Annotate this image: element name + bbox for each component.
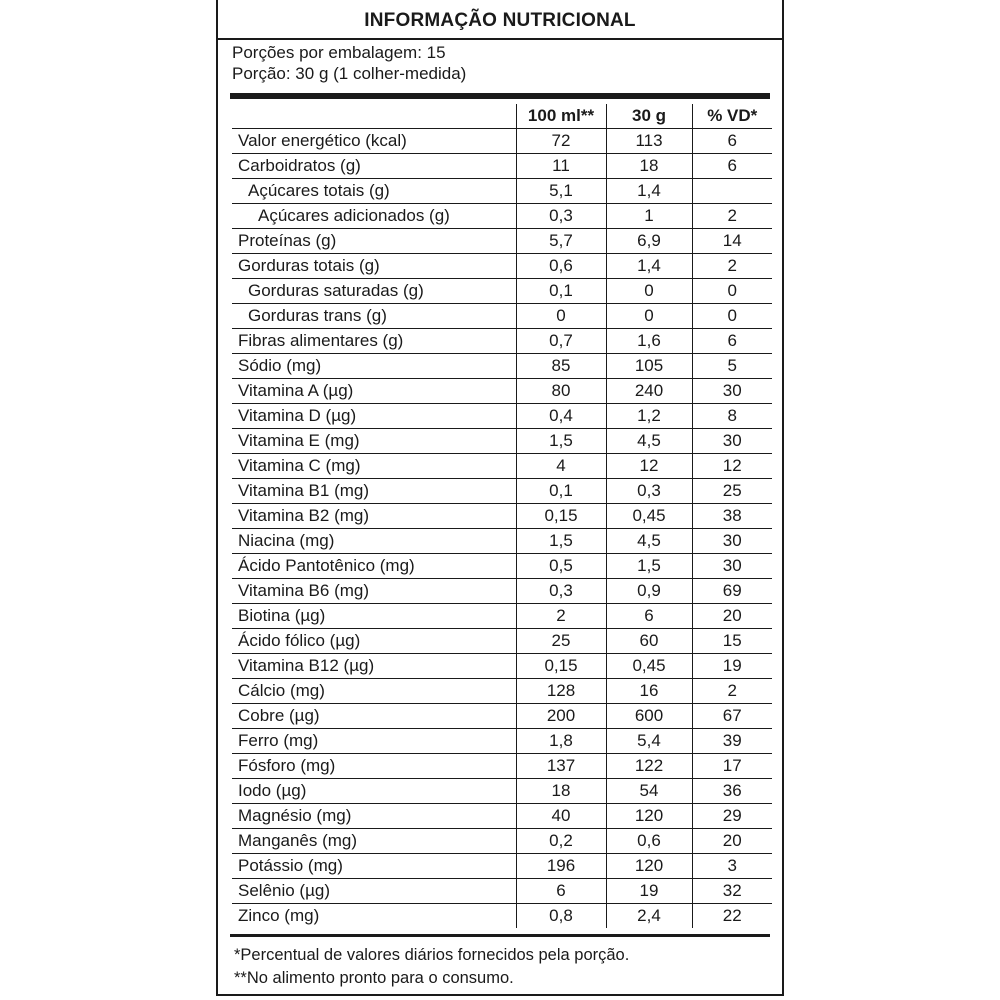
nutrient-name: Proteínas (g): [232, 229, 516, 254]
daily-value-percent: 39: [692, 729, 772, 754]
nutrient-name: Vitamina B1 (mg): [232, 479, 516, 504]
daily-value-percent: 17: [692, 754, 772, 779]
table-row: [232, 529, 772, 554]
value-per-30g: 0,45: [606, 654, 692, 679]
daily-value-percent: 8: [692, 404, 772, 429]
nutrition-table: [232, 104, 772, 928]
nutrient-name: Valor energético (kcal): [232, 129, 516, 154]
value-per-100ml: 72: [516, 129, 606, 154]
nutrient-name: Fibras alimentares (g): [232, 329, 516, 354]
value-per-30g: 1,4: [606, 179, 692, 204]
value-per-100ml: 1,8: [516, 729, 606, 754]
value-per-30g: 0,3: [606, 479, 692, 504]
value-per-100ml: 0,7: [516, 329, 606, 354]
table-row: [232, 554, 772, 579]
nutrient-name: Vitamina D (µg): [232, 404, 516, 429]
value-per-30g: 0,45: [606, 504, 692, 529]
table-row: [232, 254, 772, 279]
table-row: [232, 479, 772, 504]
nutrient-name: Ácido fólico (µg): [232, 629, 516, 654]
nutrient-name: Gorduras saturadas (g): [232, 279, 516, 304]
label-title: INFORMAÇÃO NUTRICIONAL: [364, 10, 636, 31]
value-per-100ml: 4: [516, 454, 606, 479]
value-per-30g: 122: [606, 754, 692, 779]
daily-value-percent: [692, 179, 772, 204]
value-per-100ml: 25: [516, 629, 606, 654]
table-row: [232, 779, 772, 804]
nutrient-name: Vitamina A (µg): [232, 379, 516, 404]
table-row: [232, 379, 772, 404]
value-per-30g: 1: [606, 204, 692, 229]
nutrient-name: Vitamina B6 (mg): [232, 579, 516, 604]
daily-value-percent: 2: [692, 254, 772, 279]
daily-value-percent: 6: [692, 154, 772, 179]
column-header-nutrient: [232, 104, 516, 129]
value-per-30g: 12: [606, 454, 692, 479]
value-per-100ml: 11: [516, 154, 606, 179]
daily-value-percent: 20: [692, 604, 772, 629]
daily-value-percent: 36: [692, 779, 772, 804]
nutrient-name: Fósforo (mg): [232, 754, 516, 779]
table-row: [232, 129, 772, 154]
table-row: [232, 829, 772, 854]
value-per-100ml: 85: [516, 354, 606, 379]
table-row: [232, 354, 772, 379]
table-row: [232, 329, 772, 354]
daily-value-percent: 38: [692, 504, 772, 529]
table-row: [232, 704, 772, 729]
daily-value-percent: 6: [692, 129, 772, 154]
value-per-100ml: 0,15: [516, 504, 606, 529]
nutrient-name: Zinco (mg): [238, 906, 320, 925]
value-per-100ml: 6: [516, 879, 606, 904]
table-header-row: [232, 104, 772, 129]
table-row: [232, 679, 772, 704]
value-per-100ml: 200: [516, 704, 606, 729]
table-row: [232, 804, 772, 829]
nutrient-name: Ferro (mg): [232, 729, 516, 754]
value-per-100ml: 0,3: [516, 204, 606, 229]
nutrient-name: Carboidratos (g): [232, 154, 516, 179]
table-row: [232, 904, 772, 929]
value-per-100ml: 80: [516, 379, 606, 404]
column-header-daily-value: % VD*: [692, 104, 772, 129]
value-per-30g: 0,6: [606, 829, 692, 854]
value-per-100ml: 137: [516, 754, 606, 779]
daily-value-percent: 19: [692, 654, 772, 679]
servings-per-package: Porções por embalagem: 15: [232, 43, 446, 62]
nutrient-name: Açúcares totais (g): [232, 179, 516, 204]
nutrient-name: Gorduras totais (g): [232, 254, 516, 279]
nutrition-facts-panel: [216, 0, 784, 996]
value-per-100ml: 0,1: [516, 479, 606, 504]
thick-divider: [230, 93, 770, 99]
value-per-100ml: 0,3: [516, 579, 606, 604]
table-row: [232, 154, 772, 179]
value-per-100ml: 0,5: [516, 554, 606, 579]
value-per-30g: 113: [606, 129, 692, 154]
footnote-daily-value: *Percentual de valores diários fornecidos pela porção.: [234, 946, 630, 964]
value-per-100ml: 0,2: [516, 829, 606, 854]
value-per-100ml: 5,1: [516, 179, 606, 204]
daily-value-percent: 14: [692, 229, 772, 254]
value-per-30g: 6: [606, 604, 692, 629]
value-per-30g: 1,5: [606, 554, 692, 579]
nutrient-name: Magnésio (mg): [232, 804, 516, 829]
column-header-per-100ml: 100 ml**: [516, 104, 606, 129]
table-row: [232, 854, 772, 879]
table-row: [232, 204, 772, 229]
value-per-30g: 54: [606, 779, 692, 804]
value-per-100ml: 2: [516, 604, 606, 629]
value-per-30g: 4,5: [606, 429, 692, 454]
table-row: [232, 179, 772, 204]
nutrient-name: Vitamina B12 (µg): [232, 654, 516, 679]
daily-value-percent: 32: [692, 879, 772, 904]
value-per-100ml: 5,7: [516, 229, 606, 254]
value-per-100ml: 0,8: [516, 904, 606, 929]
daily-value-percent: 30: [692, 529, 772, 554]
value-per-100ml: 0,15: [516, 654, 606, 679]
value-per-100ml: 0: [516, 304, 606, 329]
value-per-30g: 6,9: [606, 229, 692, 254]
serving-size: Porção: 30 g (1 colher-medida): [232, 64, 467, 83]
value-per-30g: 120: [606, 854, 692, 879]
nutrient-name: Potássio (mg): [232, 854, 516, 879]
nutrient-name: Niacina (mg): [232, 529, 516, 554]
nutrient-name: Selênio (µg): [232, 879, 516, 904]
value-per-100ml: 1,5: [516, 429, 606, 454]
table-row: [232, 729, 772, 754]
daily-value-percent: 3: [692, 854, 772, 879]
table-row: [232, 879, 772, 904]
nutrient-name: Biotina (µg): [232, 604, 516, 629]
value-per-30g: 18: [606, 154, 692, 179]
column-header-per-30g: 30 g: [606, 104, 692, 129]
value-per-100ml: 1,5: [516, 529, 606, 554]
value-per-100ml: 18: [516, 779, 606, 804]
daily-value-percent: 0: [692, 304, 772, 329]
value-per-30g: 1,6: [606, 329, 692, 354]
value-per-30g: 240: [606, 379, 692, 404]
nutrient-name: Vitamina B2 (mg): [232, 504, 516, 529]
bottom-divider: [230, 934, 770, 937]
nutrient-name: Açúcares adicionados (g): [232, 204, 516, 229]
nutrient-name: Gorduras trans (g): [232, 304, 516, 329]
daily-value-percent: 30: [692, 554, 772, 579]
table-row: [232, 604, 772, 629]
table-row: [232, 454, 772, 479]
value-per-100ml: 0,1: [516, 279, 606, 304]
footnote-ready-to-drink: **No alimento pronto para o consumo.: [234, 969, 514, 987]
nutrient-name: Sódio (mg): [232, 354, 516, 379]
table-row: [232, 654, 772, 679]
value-per-30g: 2,4: [606, 904, 692, 929]
value-per-30g: 0,9: [606, 579, 692, 604]
value-per-30g: 120: [606, 804, 692, 829]
table-row: [232, 504, 772, 529]
title-divider: [218, 38, 782, 40]
nutrient-name: Iodo (µg): [232, 779, 516, 804]
daily-value-percent: 15: [692, 629, 772, 654]
nutrient-name: Manganês (mg): [232, 829, 516, 854]
table-row: [232, 229, 772, 254]
daily-value-percent: 69: [692, 579, 772, 604]
daily-value-percent: 29: [692, 804, 772, 829]
table-row: [232, 279, 772, 304]
value-per-100ml: 40: [516, 804, 606, 829]
value-per-30g: 1,4: [606, 254, 692, 279]
table-row: [232, 304, 772, 329]
value-per-30g: 16: [606, 679, 692, 704]
nutrient-name: Cálcio (mg): [232, 679, 516, 704]
daily-value-percent: 2: [692, 204, 772, 229]
value-per-30g: 1,2: [606, 404, 692, 429]
value-per-30g: 4,5: [606, 529, 692, 554]
value-per-100ml: 128: [516, 679, 606, 704]
value-per-100ml: 0,6: [516, 254, 606, 279]
value-per-30g: 60: [606, 629, 692, 654]
nutrient-name: Vitamina C (mg): [232, 454, 516, 479]
table-row: [232, 754, 772, 779]
table-row: [232, 404, 772, 429]
value-per-30g: 0: [606, 279, 692, 304]
daily-value-percent: 30: [692, 429, 772, 454]
table-row: [232, 579, 772, 604]
table-row: [232, 429, 772, 454]
value-per-30g: 105: [606, 354, 692, 379]
daily-value-percent: 5: [692, 354, 772, 379]
daily-value-percent: 20: [692, 829, 772, 854]
value-per-30g: 19: [606, 879, 692, 904]
daily-value-percent: 30: [692, 379, 772, 404]
daily-value-percent: 67: [692, 704, 772, 729]
nutrient-name: Cobre (µg): [232, 704, 516, 729]
value-per-30g: 600: [606, 704, 692, 729]
daily-value-percent: 0: [692, 279, 772, 304]
value-per-100ml: 196: [516, 854, 606, 879]
table-row: [232, 629, 772, 654]
daily-value-percent: 22: [692, 904, 772, 929]
nutrient-name: Ácido Pantotênico (mg): [232, 554, 516, 579]
daily-value-percent: 12: [692, 454, 772, 479]
nutrient-name: Vitamina E (mg): [232, 429, 516, 454]
daily-value-percent: 25: [692, 479, 772, 504]
table-body: [232, 129, 772, 929]
daily-value-percent: 2: [692, 679, 772, 704]
value-per-30g: 0: [606, 304, 692, 329]
value-per-30g: 5,4: [606, 729, 692, 754]
daily-value-percent: 6: [692, 329, 772, 354]
value-per-100ml: 0,4: [516, 404, 606, 429]
